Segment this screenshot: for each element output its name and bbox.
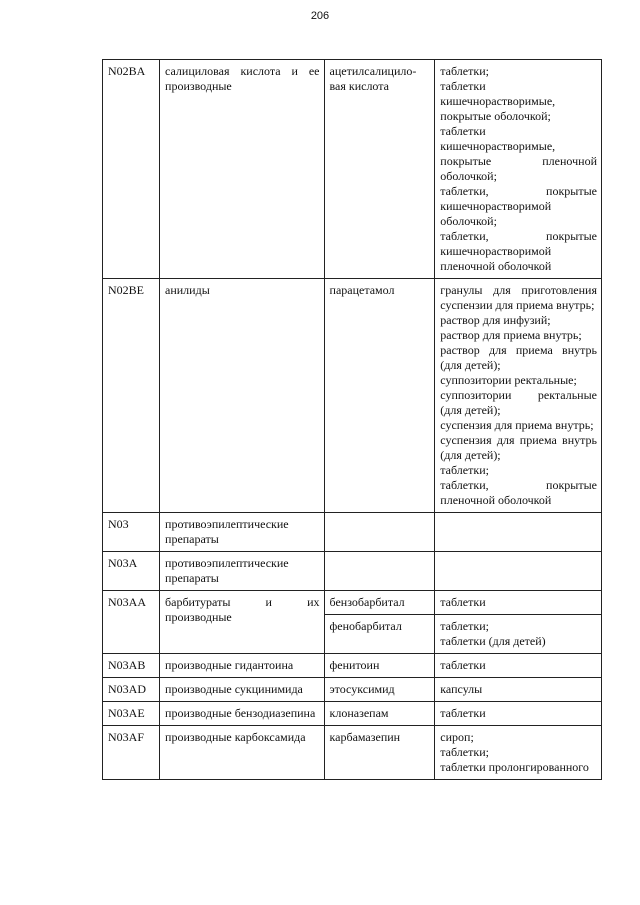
drug-name-cell xyxy=(324,552,435,591)
drug-name-cell xyxy=(324,513,435,552)
dosage-forms-cell xyxy=(435,513,602,552)
group-name-cell: производные гидантоина xyxy=(160,654,325,678)
drug-name-cell: клоназепам xyxy=(324,702,435,726)
dosage-form: гранулы для приготовления суспензии для приема внутрь; xyxy=(440,283,597,312)
table-row xyxy=(103,279,602,513)
dosage-forms-cell xyxy=(435,678,602,702)
table-row xyxy=(103,678,602,702)
page-number: 206 xyxy=(310,10,330,22)
atc-code-cell: N02BA xyxy=(103,60,160,279)
atc-code-cell: N03 xyxy=(103,513,160,552)
table-row xyxy=(103,591,602,615)
dosage-form: таблетки; xyxy=(440,64,489,78)
dosage-form: таблетки; xyxy=(440,463,489,477)
group-name-cell: противоэпилептические препараты xyxy=(160,552,325,591)
table-row xyxy=(103,726,602,780)
drug-name-cell: бензобарбитал xyxy=(324,591,435,615)
dosage-form: таблетки xyxy=(440,658,486,672)
atc-code-cell: N03AA xyxy=(103,591,160,654)
drug-name-cell: карбамазепин xyxy=(324,726,435,780)
group-name-cell: анилиды xyxy=(160,279,325,513)
table-row xyxy=(103,60,602,279)
drug-name-cell: этосуксимид xyxy=(324,678,435,702)
dosage-forms-cell xyxy=(435,279,602,513)
table-row xyxy=(103,552,602,591)
drug-classification-table xyxy=(102,59,602,780)
dosage-form: суппозитории ректальные; xyxy=(440,373,577,387)
dosage-forms-cell xyxy=(435,60,602,279)
dosage-forms-cell xyxy=(435,552,602,591)
dosage-form: раствор для инфузий; xyxy=(440,313,551,327)
group-name-cell: барбитураты и их производные xyxy=(160,591,325,654)
group-name-cell: производные бензодиазепина xyxy=(160,702,325,726)
dosage-form: таблетки пролонгированного xyxy=(440,760,589,774)
dosage-form: таблетки xyxy=(440,706,486,720)
dosage-form: раствор для приема внутрь; xyxy=(440,328,582,342)
dosage-forms-cell xyxy=(435,726,602,780)
dosage-form: капсулы xyxy=(440,682,483,696)
dosage-form: суппозитории ректальные (для детей); xyxy=(440,388,597,417)
dosage-form: сироп; xyxy=(440,730,474,744)
dosage-form: суспензия для приема внутрь; xyxy=(440,418,594,432)
drug-name-cell: фенитоин xyxy=(324,654,435,678)
dosage-form: таблетки xyxy=(440,595,486,609)
drug-name-cell: фенобарбитал xyxy=(324,615,435,654)
dosage-form: таблетки, покрытые пленочной оболочкой xyxy=(440,478,597,507)
dosage-forms-cell xyxy=(435,591,602,615)
dosage-form: таблетки кишечнорастворимые, покрытые оболочкой; xyxy=(440,79,556,123)
group-name-cell: противоэпилептические препараты xyxy=(160,513,325,552)
dosage-form: таблетки кишечнорастворимые, покрытые пленочной оболочкой; xyxy=(440,124,597,183)
drug-name-cell: парацетамол xyxy=(324,279,435,513)
dosage-form: таблетки (для детей) xyxy=(440,634,546,648)
dosage-forms-cell xyxy=(435,702,602,726)
table-row xyxy=(103,513,602,552)
atc-code-cell: N03AF xyxy=(103,726,160,780)
dosage-form: раствор для приема внутрь (для детей); xyxy=(440,343,597,372)
dosage-form: таблетки, покрытые кишечнорастворимой пленочной оболочкой xyxy=(440,229,597,273)
dosage-forms-cell xyxy=(435,654,602,678)
atc-code-cell: N03A xyxy=(103,552,160,591)
atc-code-cell: N03AE xyxy=(103,702,160,726)
atc-code-cell: N03AD xyxy=(103,678,160,702)
dosage-form: таблетки; xyxy=(440,745,489,759)
group-name-cell: производные сукцинимида xyxy=(160,678,325,702)
dosage-form: суспензия для приема внутрь (для детей); xyxy=(440,433,597,462)
drug-name-cell: ацетилсалицило-вая кислота xyxy=(324,60,435,279)
group-name-cell: производные карбоксамида xyxy=(160,726,325,780)
table-row xyxy=(103,654,602,678)
dosage-form: таблетки, покрытые кишечнорастворимой оболочкой; xyxy=(440,184,597,228)
atc-code-cell: N02BE xyxy=(103,279,160,513)
group-name-cell: салициловая кислота и ее производные xyxy=(160,60,325,279)
atc-code-cell: N03AB xyxy=(103,654,160,678)
table-row xyxy=(103,702,602,726)
dosage-form: таблетки; xyxy=(440,619,489,633)
dosage-forms-cell xyxy=(435,615,602,654)
